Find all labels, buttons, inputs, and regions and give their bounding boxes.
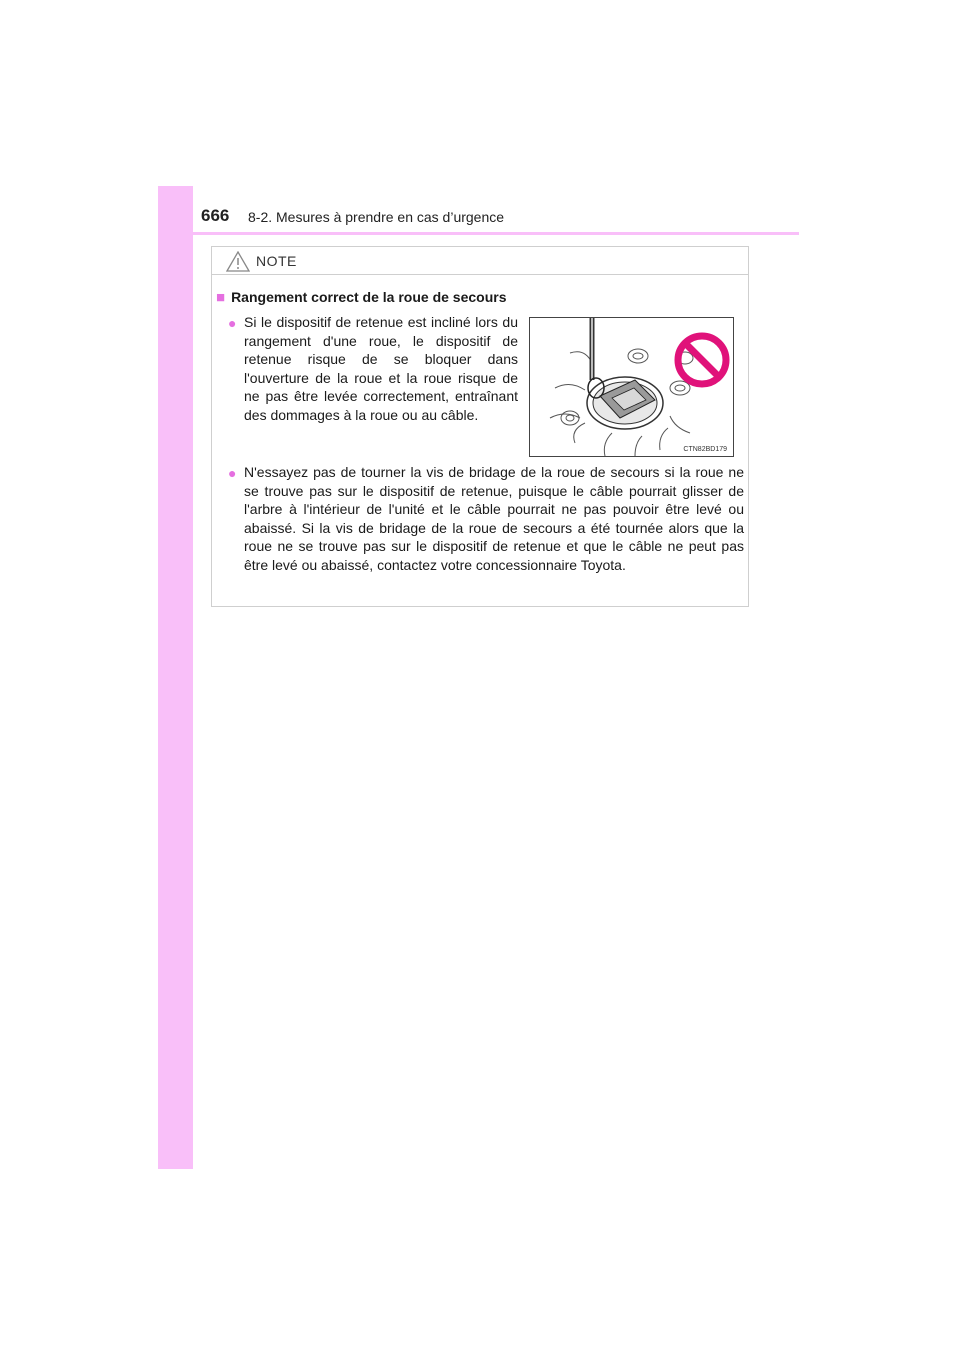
spare-tire-drawing-icon (530, 318, 735, 458)
page-number: 666 (201, 206, 230, 225)
note-box (211, 246, 749, 607)
bullet-text: Si le dispositif de retenue est incliné lors du rangement d'une roue, le dispositif de retenue risque de se bloquer dans l'ouverture de la roue et la roue risque de ne pas être levée correctement, entraînant des dommages à la roue ou au câble. (244, 314, 518, 423)
note-header (212, 247, 748, 275)
list-item (228, 463, 744, 574)
circle-bullet-icon: ● (228, 315, 237, 331)
header-rule (158, 232, 799, 235)
circle-bullet-icon: ● (228, 465, 237, 481)
note-heading: ■ Rangement correct de la roue de secours (216, 289, 507, 306)
spare-tire-illustration (529, 317, 734, 457)
note-label: NOTE (256, 253, 297, 269)
square-bullet-icon: ■ (216, 289, 226, 306)
list-item (228, 313, 518, 424)
side-color-strip (158, 186, 193, 1169)
section-title: 8-2. Mesures à prendre en cas d’urgence (248, 209, 505, 225)
bullet-text: N'essayez pas de tourner la vis de bridage de la roue de secours si la roue ne se trouve pas sur le dispositif de retenue, puisque le câble pourrait glisser de l'arbre à l'intérieur de l'unité et le câble pourrait ne pas pouvoir être levé ou abaissé. Si la vis de bridage de la roue de secours a été tournée alors que la roue ne se trouve pas sur le dispositif de retenue et que le câble ne peut pas être levé ou abaissé, contactez votre concessionnaire Toyota. (244, 464, 744, 573)
warning-triangle-icon (226, 251, 250, 272)
illustration-code: CTN82BD179 (683, 446, 727, 453)
